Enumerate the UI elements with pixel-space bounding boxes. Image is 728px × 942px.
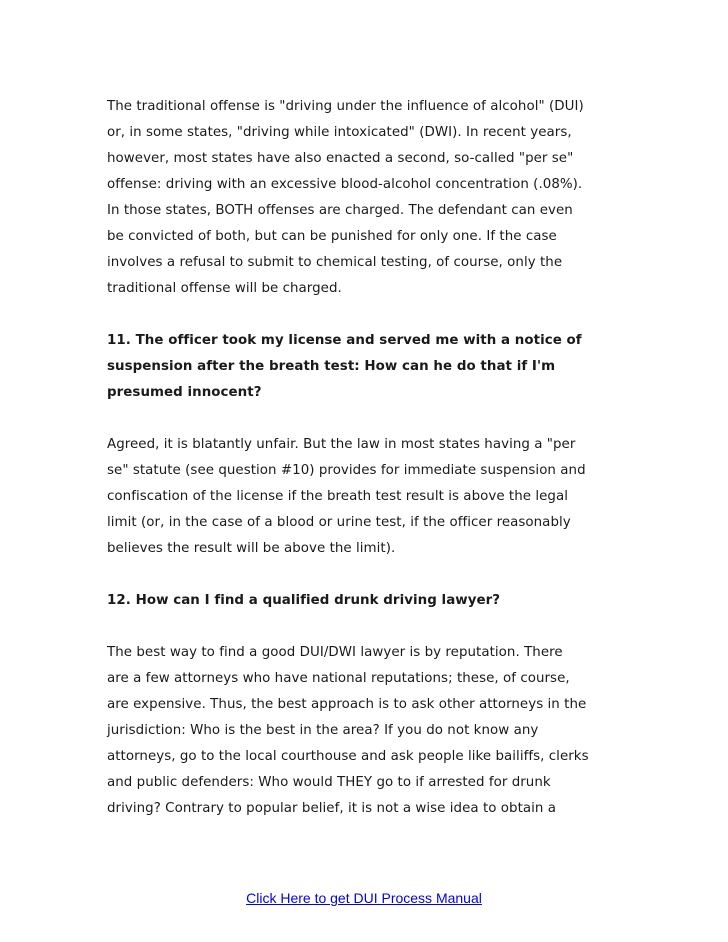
paragraph-offense-types [107,94,627,302]
text-line: suspension after the breath test: How can he do that if I'm [107,359,556,374]
text-line: and public defenders: Who would THEY go to if arrested for drunk [107,775,551,790]
text-line: or, in some states, "driving while intoxicated" (DWI). In recent years, [107,125,572,140]
text-line: attorneys, go to the local courthouse and ask people like bailiffs, clerks [107,749,589,764]
text-line: presumed innocent? [107,385,262,400]
text-line: jurisdiction: Who is the best in the area? If you do not know any [107,723,539,738]
text-line: 11. The officer took my license and served me with a notice of [107,333,582,348]
text-line: are expensive. Thus, the best approach is to ask other attorneys in the [107,697,587,712]
text-line: driving? Contrary to popular belief, it is not a wise idea to obtain a [107,801,557,816]
question-11-heading [107,328,627,406]
text-line: 12. How can I find a qualified drunk driving lawyer? [107,593,501,608]
text-line: believes the result will be above the limit). [107,541,396,556]
dui-manual-link[interactable]: Click Here to get DUI Process Manual [246,890,482,906]
text-line: traditional offense will be charged. [107,281,342,296]
text-line: se" statute (see question #10) provides for immediate suspension and [107,463,586,478]
text-line: Agreed, it is blatantly unfair. But the law in most states having a "per [107,437,576,452]
answer-11-paragraph [107,432,627,562]
text-line: offense: driving with an excessive blood-alcohol concentration (.08%). [107,177,583,192]
answer-12-paragraph [107,640,627,822]
document-body [107,94,627,848]
text-line: In those states, BOTH offenses are charged. The defendant can even [107,203,573,218]
text-line: limit (or, in the case of a blood or urine test, if the officer reasonably [107,515,571,530]
text-line: confiscation of the license if the breath test result is above the legal [107,489,568,504]
text-line: The best way to find a good DUI/DWI lawyer is by reputation. There [107,645,563,660]
text-line: however, most states have also enacted a second, so-called "per se" [107,151,574,166]
text-line: The traditional offense is "driving under the influence of alcohol" (DUI) [107,99,584,114]
text-line: are a few attorneys who have national reputations; these, of course, [107,671,570,686]
text-line: be convicted of both, but can be punished for only one. If the case [107,229,557,244]
text-line: involves a refusal to submit to chemical testing, of course, only the [107,255,563,270]
question-12-heading [107,588,627,614]
